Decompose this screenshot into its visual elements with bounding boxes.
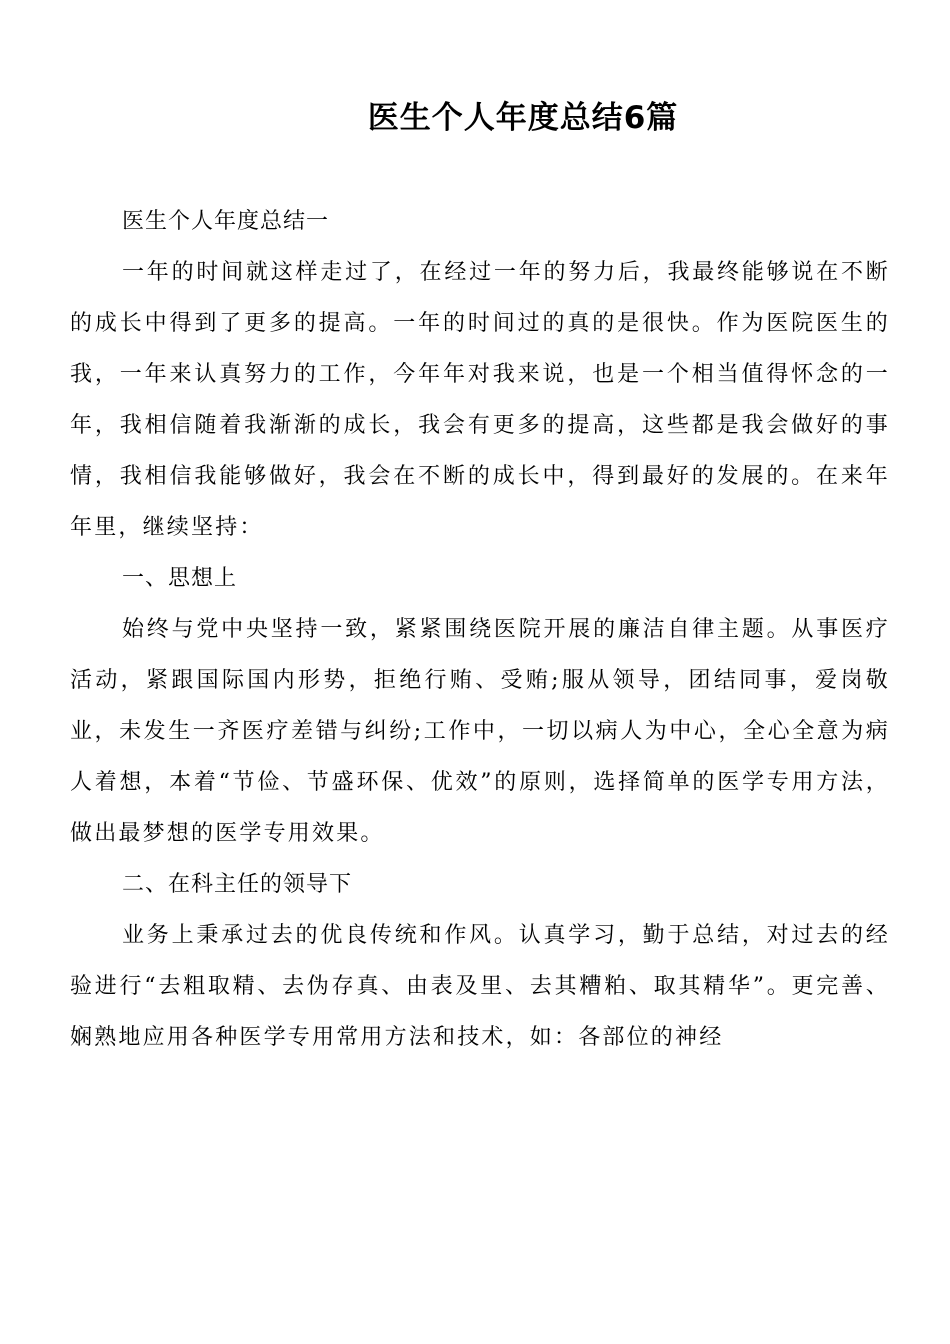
body-paragraph: 业务上秉承过去的优良传统和作风。认真学习，勤于总结，对过去的经验进行“去粗取精、去伪存真、由表及里、去其糟粕、取其精华”。更完善、娴熟地应用各种医学专用常用方法和技术，如：各部位的神经 <box>70 923 890 1050</box>
body-paragraph: 一年的时间就这样走过了，在经过一年的努力后，我最终能够说在不断的成长中得到了更多的提高。一年的时间过的真的是很快。作为医院医生的我，一年来认真努力的工作，今年年对我来说，也是一个相当值得怀念的一年，我相信随着我渐渐的成长，我会有更多的提高，这些都是我会做好的事情，我相信我能够做好，我会在不断的成长中，得到最好的发展的。在来年年里，继续坚持： <box>70 260 890 540</box>
subsection-heading: 一、思想上 <box>122 566 238 591</box>
section-heading: 医生个人年度总结一 <box>122 209 330 234</box>
document-title: 医生个人年度总结6篇 <box>367 100 679 136</box>
body-paragraph: 始终与党中央坚持一致，紧紧围绕医院开展的廉洁自律主题。从事医疗活动，紧跟国际国内形势，拒绝行贿、受贿;服从领导，团结同事，爱岗敬业，未发生一齐医疗差错与纠纷;工作中，一切以病人为中心，全心全意为病人着想，本着“节俭、节盛环保、优效”的原则，选择简单的医学专用方法，做出最梦想的医学专用效果。 <box>70 617 890 846</box>
document-body <box>70 196 890 1063</box>
subsection-heading: 二、在科主任的领导下 <box>122 872 353 897</box>
